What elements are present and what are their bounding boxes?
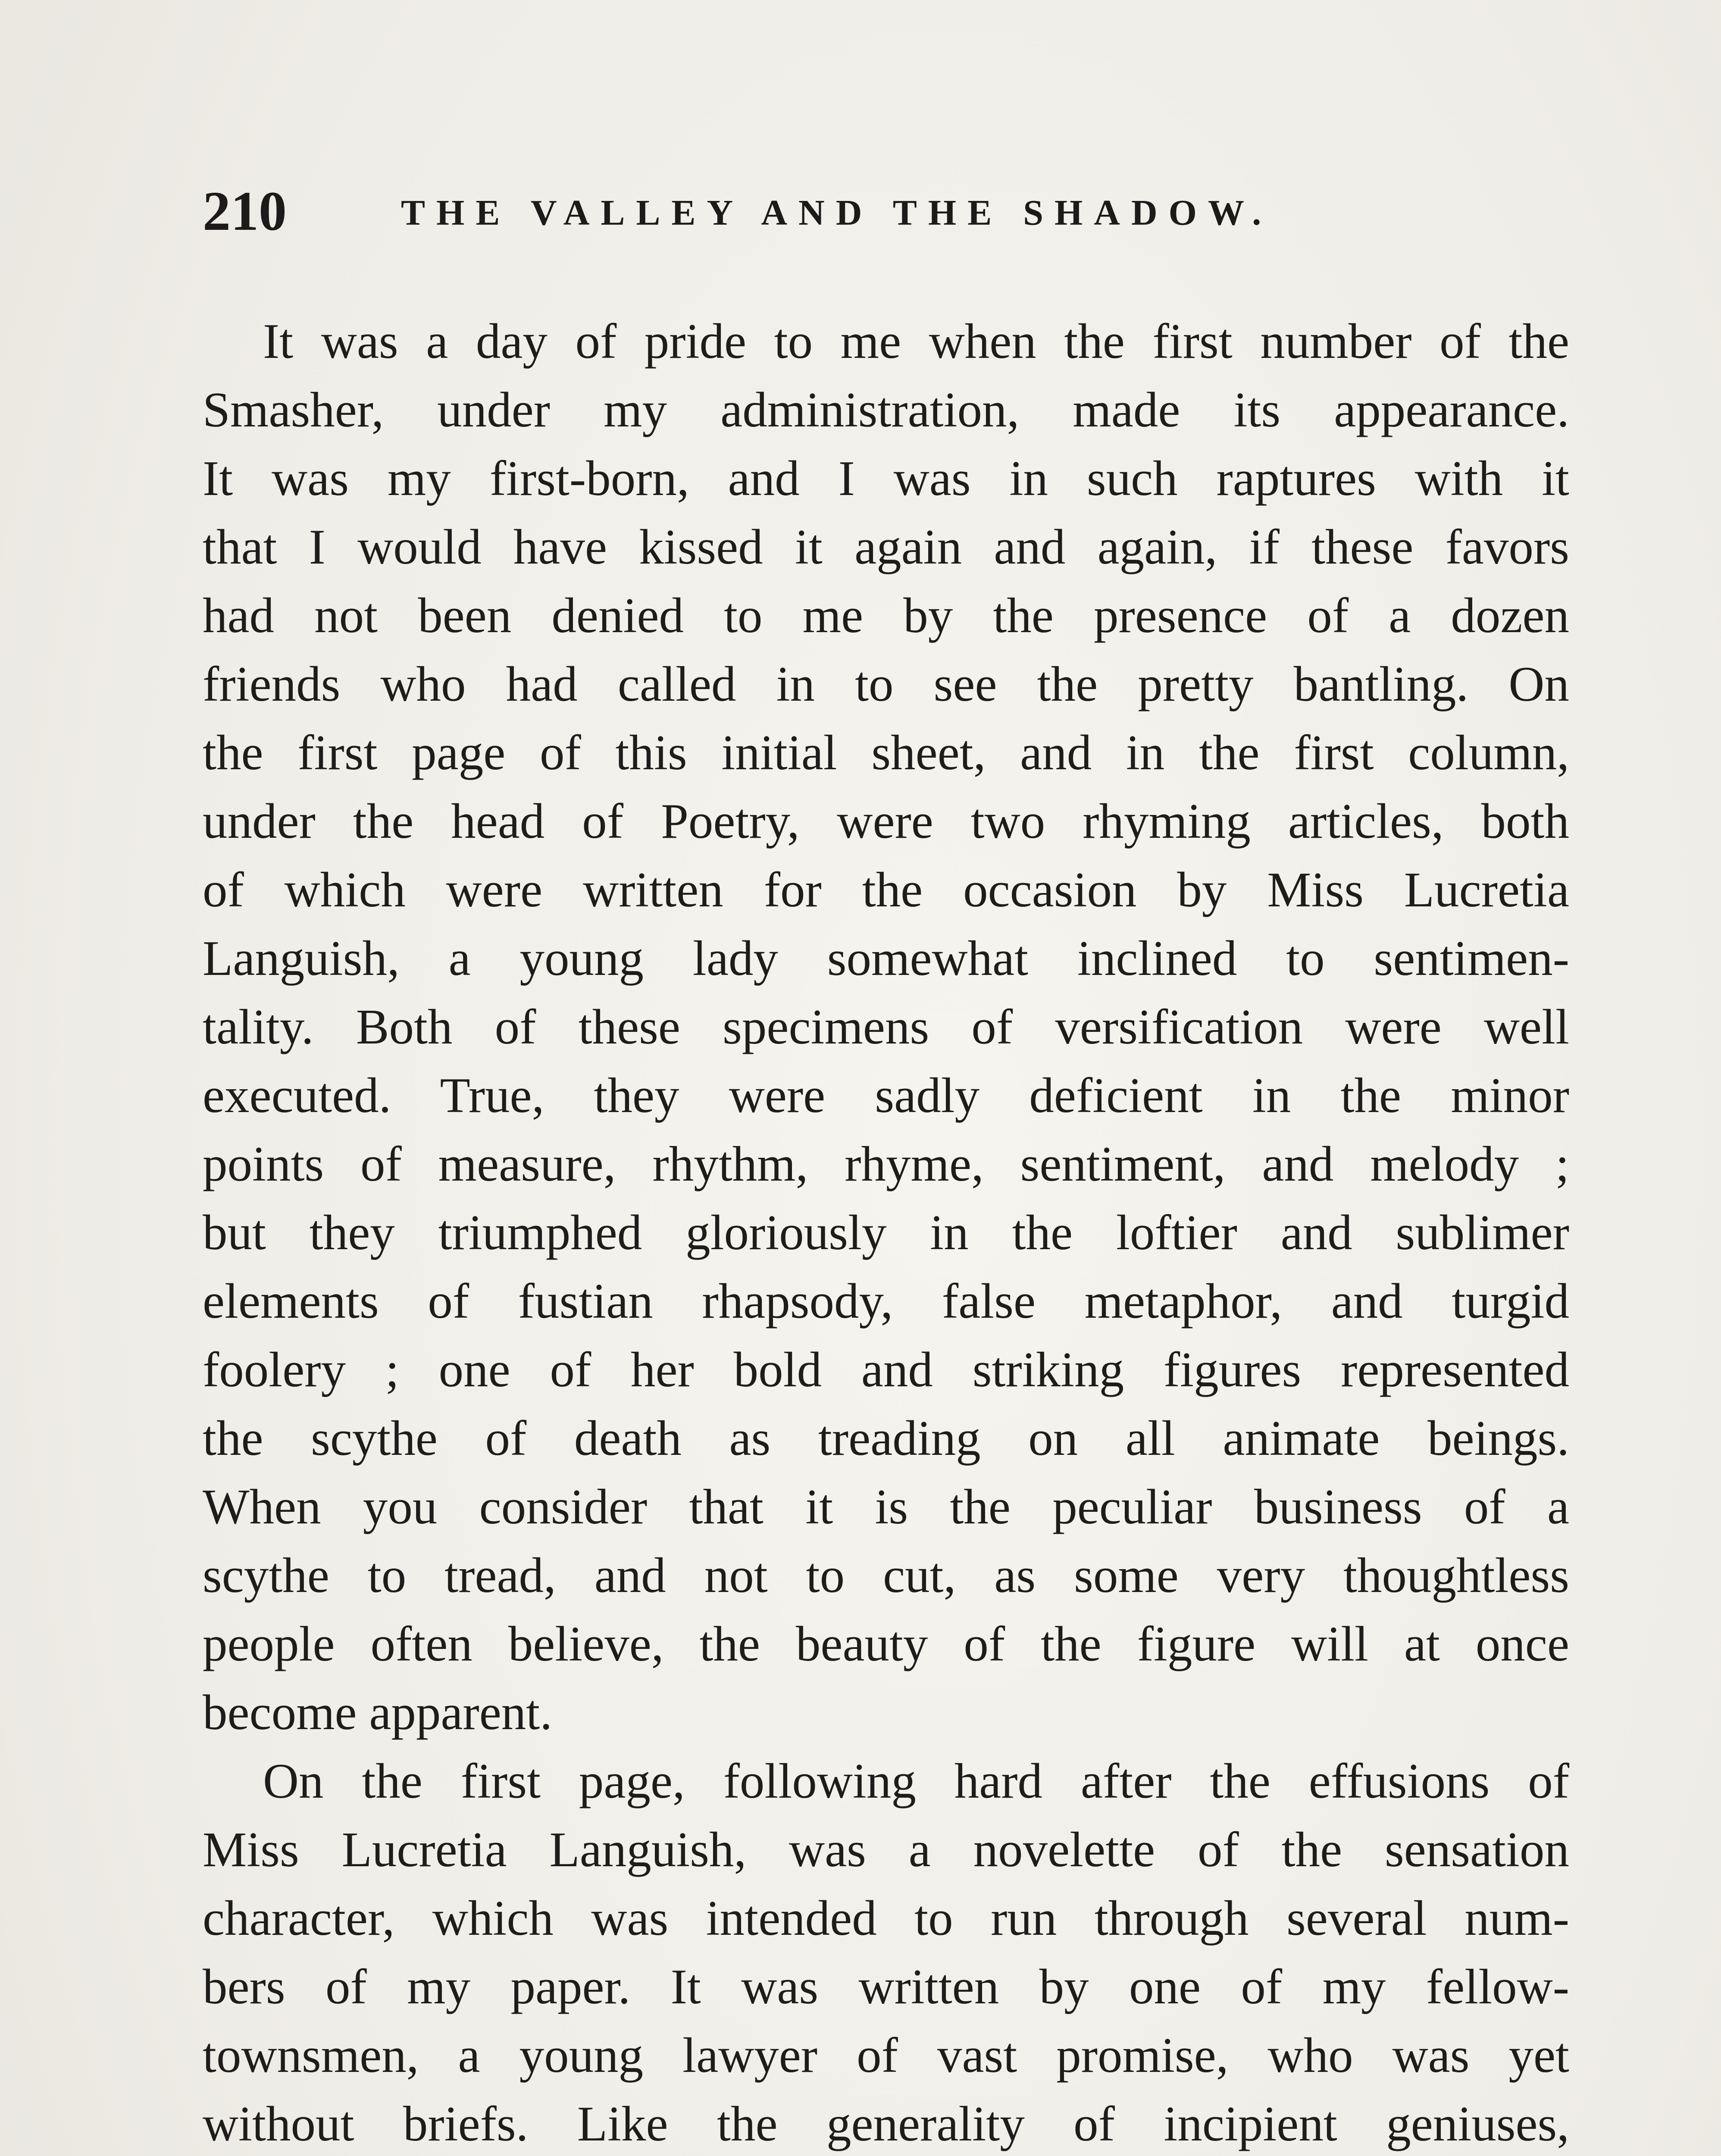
text-line: tality. Both of these specimens of versification were well (203, 1000, 1569, 1054)
text-line: Languish, a young lady somewhat inclined to sentimen- (203, 931, 1569, 986)
text-line: people often believe, the beauty of the figure will at once (203, 1617, 1569, 1671)
text-line: bers of my paper. It was written by one of my fellow- (203, 1959, 1569, 2014)
text-line: friends who had called in to see the pretty bantling. On (203, 657, 1569, 711)
text-line: character, which was intended to run through several num- (203, 1891, 1569, 1946)
text-line: become apparent. (203, 1685, 552, 1740)
text-line: Smasher, under my administration, made its appearance. (203, 382, 1569, 437)
text-line: When you consider that it is the peculiar business of a (203, 1479, 1569, 1534)
text-line: the scythe of death as treading on all animate beings. (203, 1411, 1569, 1466)
text-line: On the first page, following hard after the effusions of (263, 1754, 1569, 1808)
text-line: of which were written for the occasion by Miss Lucretia (203, 862, 1569, 917)
text-line: townsmen, a young lawyer of vast promise, who was yet (203, 2028, 1569, 2083)
text-line: Miss Lucretia Languish, was a novelette of the sensation (203, 1822, 1569, 1877)
text-line: but they triumphed gloriously in the loftier and sublimer (203, 1205, 1569, 1260)
text-line: that I would have kissed it again and again, if these favors (203, 520, 1569, 574)
body-text (203, 307, 1569, 2156)
text-line: the first page of this initial sheet, and in the first column, (203, 725, 1569, 780)
text-line: It was my first-born, and I was in such raptures with it (203, 451, 1569, 506)
page-header (203, 177, 1574, 246)
running-head: THE VALLEY AND THE SHADOW. (401, 193, 1273, 233)
text-line: points of measure, rhythm, rhyme, sentiment, and melody ; (203, 1137, 1569, 1191)
text-line: scythe to tread, and not to cut, as some very thoughtless (203, 1548, 1569, 1603)
text-line: without briefs. Like the generality of incipient geniuses, (203, 2096, 1569, 2151)
text-line: had not been denied to me by the presence of a dozen (203, 588, 1569, 643)
page-number: 210 (203, 180, 287, 242)
text-line: elements of fustian rhapsody, false metaphor, and turgid (203, 1274, 1569, 1329)
text-line: under the head of Poetry, were two rhyming articles, both (203, 794, 1569, 849)
text-line: It was a day of pride to me when the first number of the (263, 314, 1569, 369)
text-line: foolery ; one of her bold and striking figures represented (203, 1342, 1569, 1397)
text-line: executed. True, they were sadly deficient in the minor (203, 1068, 1569, 1123)
